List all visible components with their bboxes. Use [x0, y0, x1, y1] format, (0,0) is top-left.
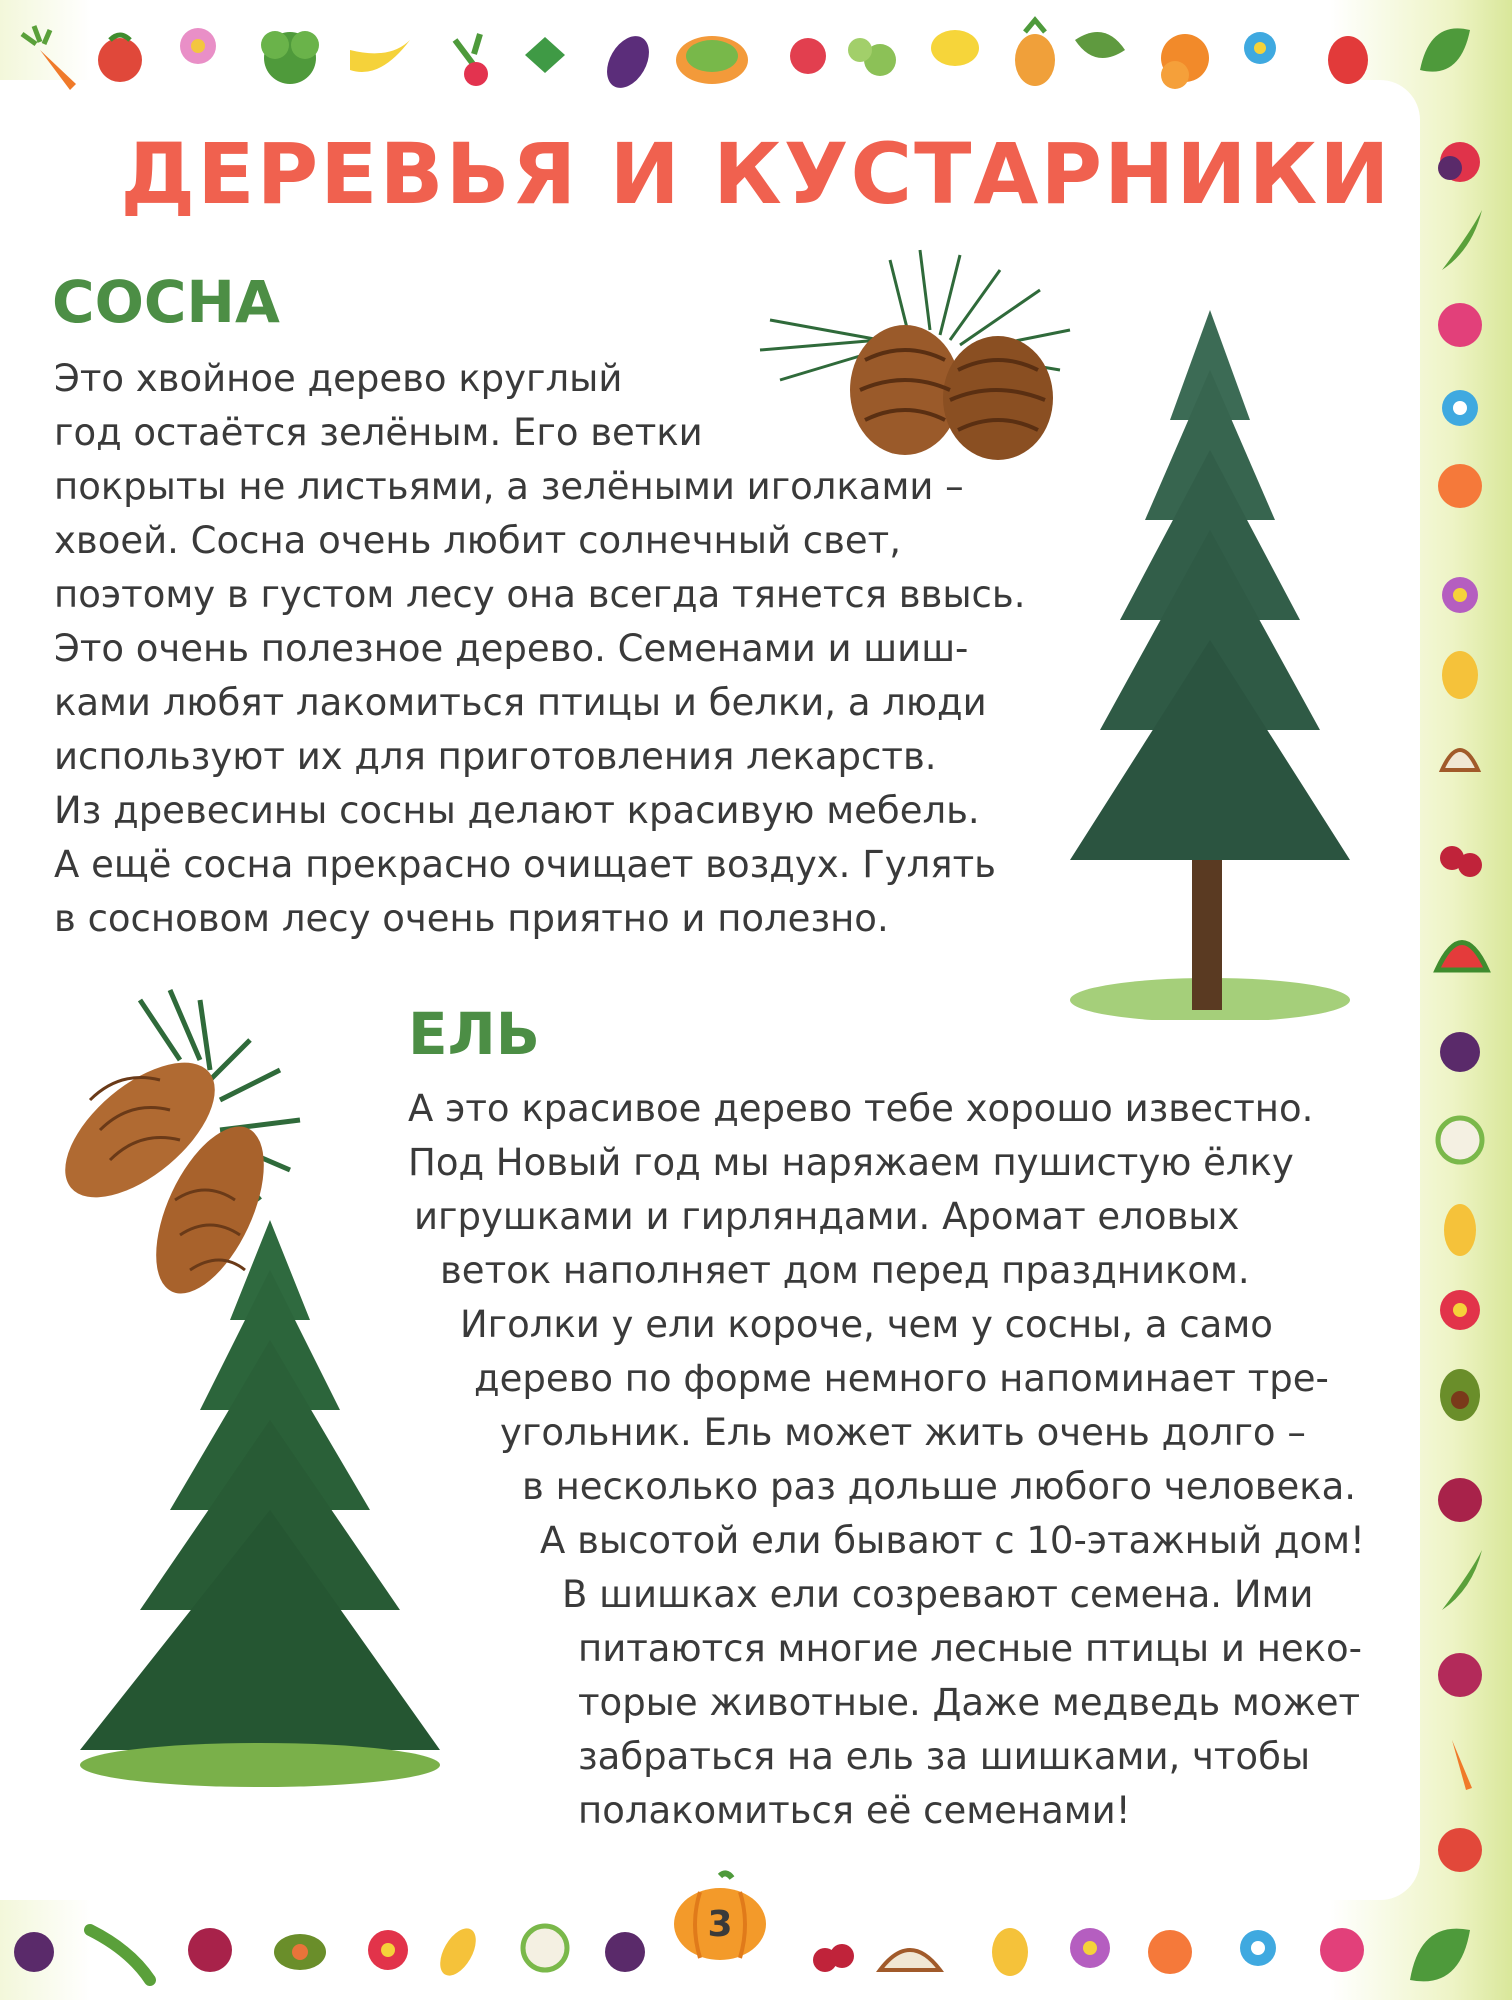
border-right-items [1437, 142, 1487, 1872]
pine-line: Это хвойное дерево круглый [54, 357, 623, 400]
pine-line: ками любят лакомиться птицы и белки, а люди [54, 681, 987, 724]
pine-line: Это очень полезное дерево. Семенами и шиш- [54, 627, 969, 670]
spruce-line: забраться на ель за шишками, чтобы [578, 1735, 1311, 1778]
spruce-line: В шишках ели созревают семена. Ими [562, 1573, 1314, 1616]
pine-line: хвоей. Сосна очень любит солнечный свет, [54, 519, 901, 562]
pine-line: в сосновом лесу очень приятно и полезно. [54, 897, 889, 940]
border-top-items [22, 20, 1470, 95]
fruit-border-right-icon [1412, 90, 1512, 1990]
pine-line: Из древесины сосны делают красивую мебель. [54, 789, 980, 832]
spruce-line: угольник. Ель может жить очень долго – [500, 1411, 1306, 1454]
page-number-badge [670, 1868, 770, 1968]
spruce-line: веток наполняет дом перед праздником. [440, 1249, 1250, 1292]
section-heading-spruce: ЕЛЬ [408, 1000, 541, 1068]
spruce-line: полакомиться её семенами! [578, 1789, 1131, 1832]
spruce-line: торые животные. Даже медведь может [578, 1681, 1361, 1724]
spruce-line: А это красивое дерево тебе хорошо известно. [408, 1087, 1314, 1130]
spruce-line: А высотой ели бывают с 10-этажный дом! [540, 1519, 1365, 1562]
pine-line: поэтому в густом лесу она всегда тянется ввысь. [54, 573, 1026, 616]
spruce-line: Иголки у ели короче, чем у сосны, а само [460, 1303, 1273, 1346]
spruce-line: Под Новый год мы наряжаем пушистую ёлку [408, 1141, 1294, 1184]
pine-line: А ещё сосна прекрасно очищает воздух. Гулять [54, 843, 996, 886]
fruit-border-top-icon [0, 0, 1512, 110]
pine-line: используют их для приготовления лекарств. [54, 735, 937, 778]
section-heading-pine: СОСНА [52, 268, 280, 336]
spruce-line: в несколько раз дольше любого человека. [522, 1465, 1357, 1508]
pine-cones-icon [740, 240, 1100, 470]
spruce-line: питаются многие лесные птицы и неко- [578, 1627, 1363, 1670]
spruce-line: игрушками и гирляндами. Аромат еловых [414, 1195, 1240, 1238]
page-number: 3 [707, 1904, 733, 1945]
spruce-tree-icon [50, 1210, 450, 1810]
spruce-line: дерево по форме немного напоминает тре- [474, 1357, 1329, 1400]
pine-line: год остаётся зелёным. Его ветки [54, 411, 703, 454]
page-title: ДЕРЕВЬЯ И КУСТАРНИКИ [120, 125, 1392, 223]
pine-tree-icon [1060, 300, 1360, 1020]
pine-line: покрыты не листьями, а зелёными иголками – [54, 465, 964, 508]
